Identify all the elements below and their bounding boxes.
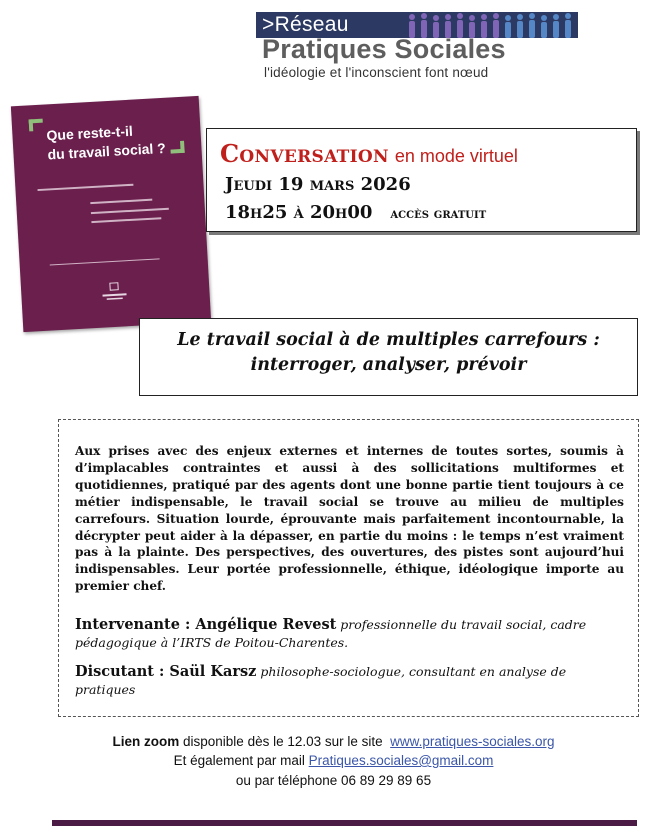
event-title [220,139,518,168]
cover-corner-mark [170,141,185,154]
mail-text: Et également par mail [173,753,305,768]
cover-text-line [91,217,161,223]
logo-subtitle: l'idéologie et l'inconscient font nœud [264,65,489,80]
reseau-logo [256,8,578,84]
email-link[interactable]: Pratiques.sociales@gmail.com [308,753,494,768]
event-mode: en mode virtuel [394,146,518,166]
description-box [58,419,639,717]
event-date: Jeudi 19 mars 2026 [225,174,411,195]
cover-text-line [50,258,160,265]
publisher-logo-icon [99,280,130,302]
footer-zoom-line [0,734,667,749]
book-title-line: Que reste-t-il [46,122,134,144]
topic-line: interroger, analyser, prévoir [250,355,527,375]
speaker-label: Discutant : Saül Karsz [75,663,257,680]
speaker-entry [75,663,624,699]
cover-text-line [37,184,133,191]
bottom-divider [52,820,637,826]
logo-title: Pratiques Sociales [262,34,506,64]
book-title-line: du travail social ? [47,139,167,163]
logo-reseau-text: >Réseau [262,13,349,36]
event-time-row [225,202,486,223]
website-link[interactable]: www.pratiques-sociales.org [390,734,555,749]
speaker-description: philosophe-sociologue, consultant en analyse de pratiques [75,664,567,697]
book-cover-image [11,96,211,332]
speaker-entry [75,616,624,652]
cover-corner-mark [29,119,44,132]
event-access: accès gratuit [390,206,487,222]
book-title [46,120,166,165]
footer-mail-line [0,753,667,768]
cover-text-line [91,208,169,214]
zoom-text: disponible dès le 12.03 sur le site [183,734,383,749]
zoom-label: Lien zoom [112,734,180,749]
event-info-box [206,128,637,232]
speaker-description: professionnelle du travail social, cadre pédagogique à l’IRTS de Poitou-Charentes. [75,617,587,650]
footer-phone-line: ou par téléphone 06 89 29 89 65 [235,773,432,788]
topic-box [139,318,638,396]
event-type: Conversation [220,139,389,168]
description-paragraph: Aux prises avec des enjeux externes et internes de toutes sortes, soumis à d’implacables contraintes et aussi à des sollicitations multiformes et quotidiennes, pratiqué par des agents dont une bonne partie tient toujours à ce métier indispensable, le travail social se trouve au milieu de multiples carrefours. Situation lourde, éprouvante mais parfaitement incontournable, la décrypter peut aider à la dépasser, en partie du moins : le temps n’est vraiment pas à la plainte. Des perspectives, des ouvertures, des pistes sont aujourd’hui indispensables. Leur portée professionnelle, éthique, idéologique importe au premier chef. [75,444,624,594]
speaker-label: Intervenante : Angélique Revest [75,616,337,633]
topic-line: Le travail social à de multiples carrefours : [177,330,600,350]
cover-text-line [90,199,152,204]
event-time: 18h25 à 20h00 [225,202,373,223]
